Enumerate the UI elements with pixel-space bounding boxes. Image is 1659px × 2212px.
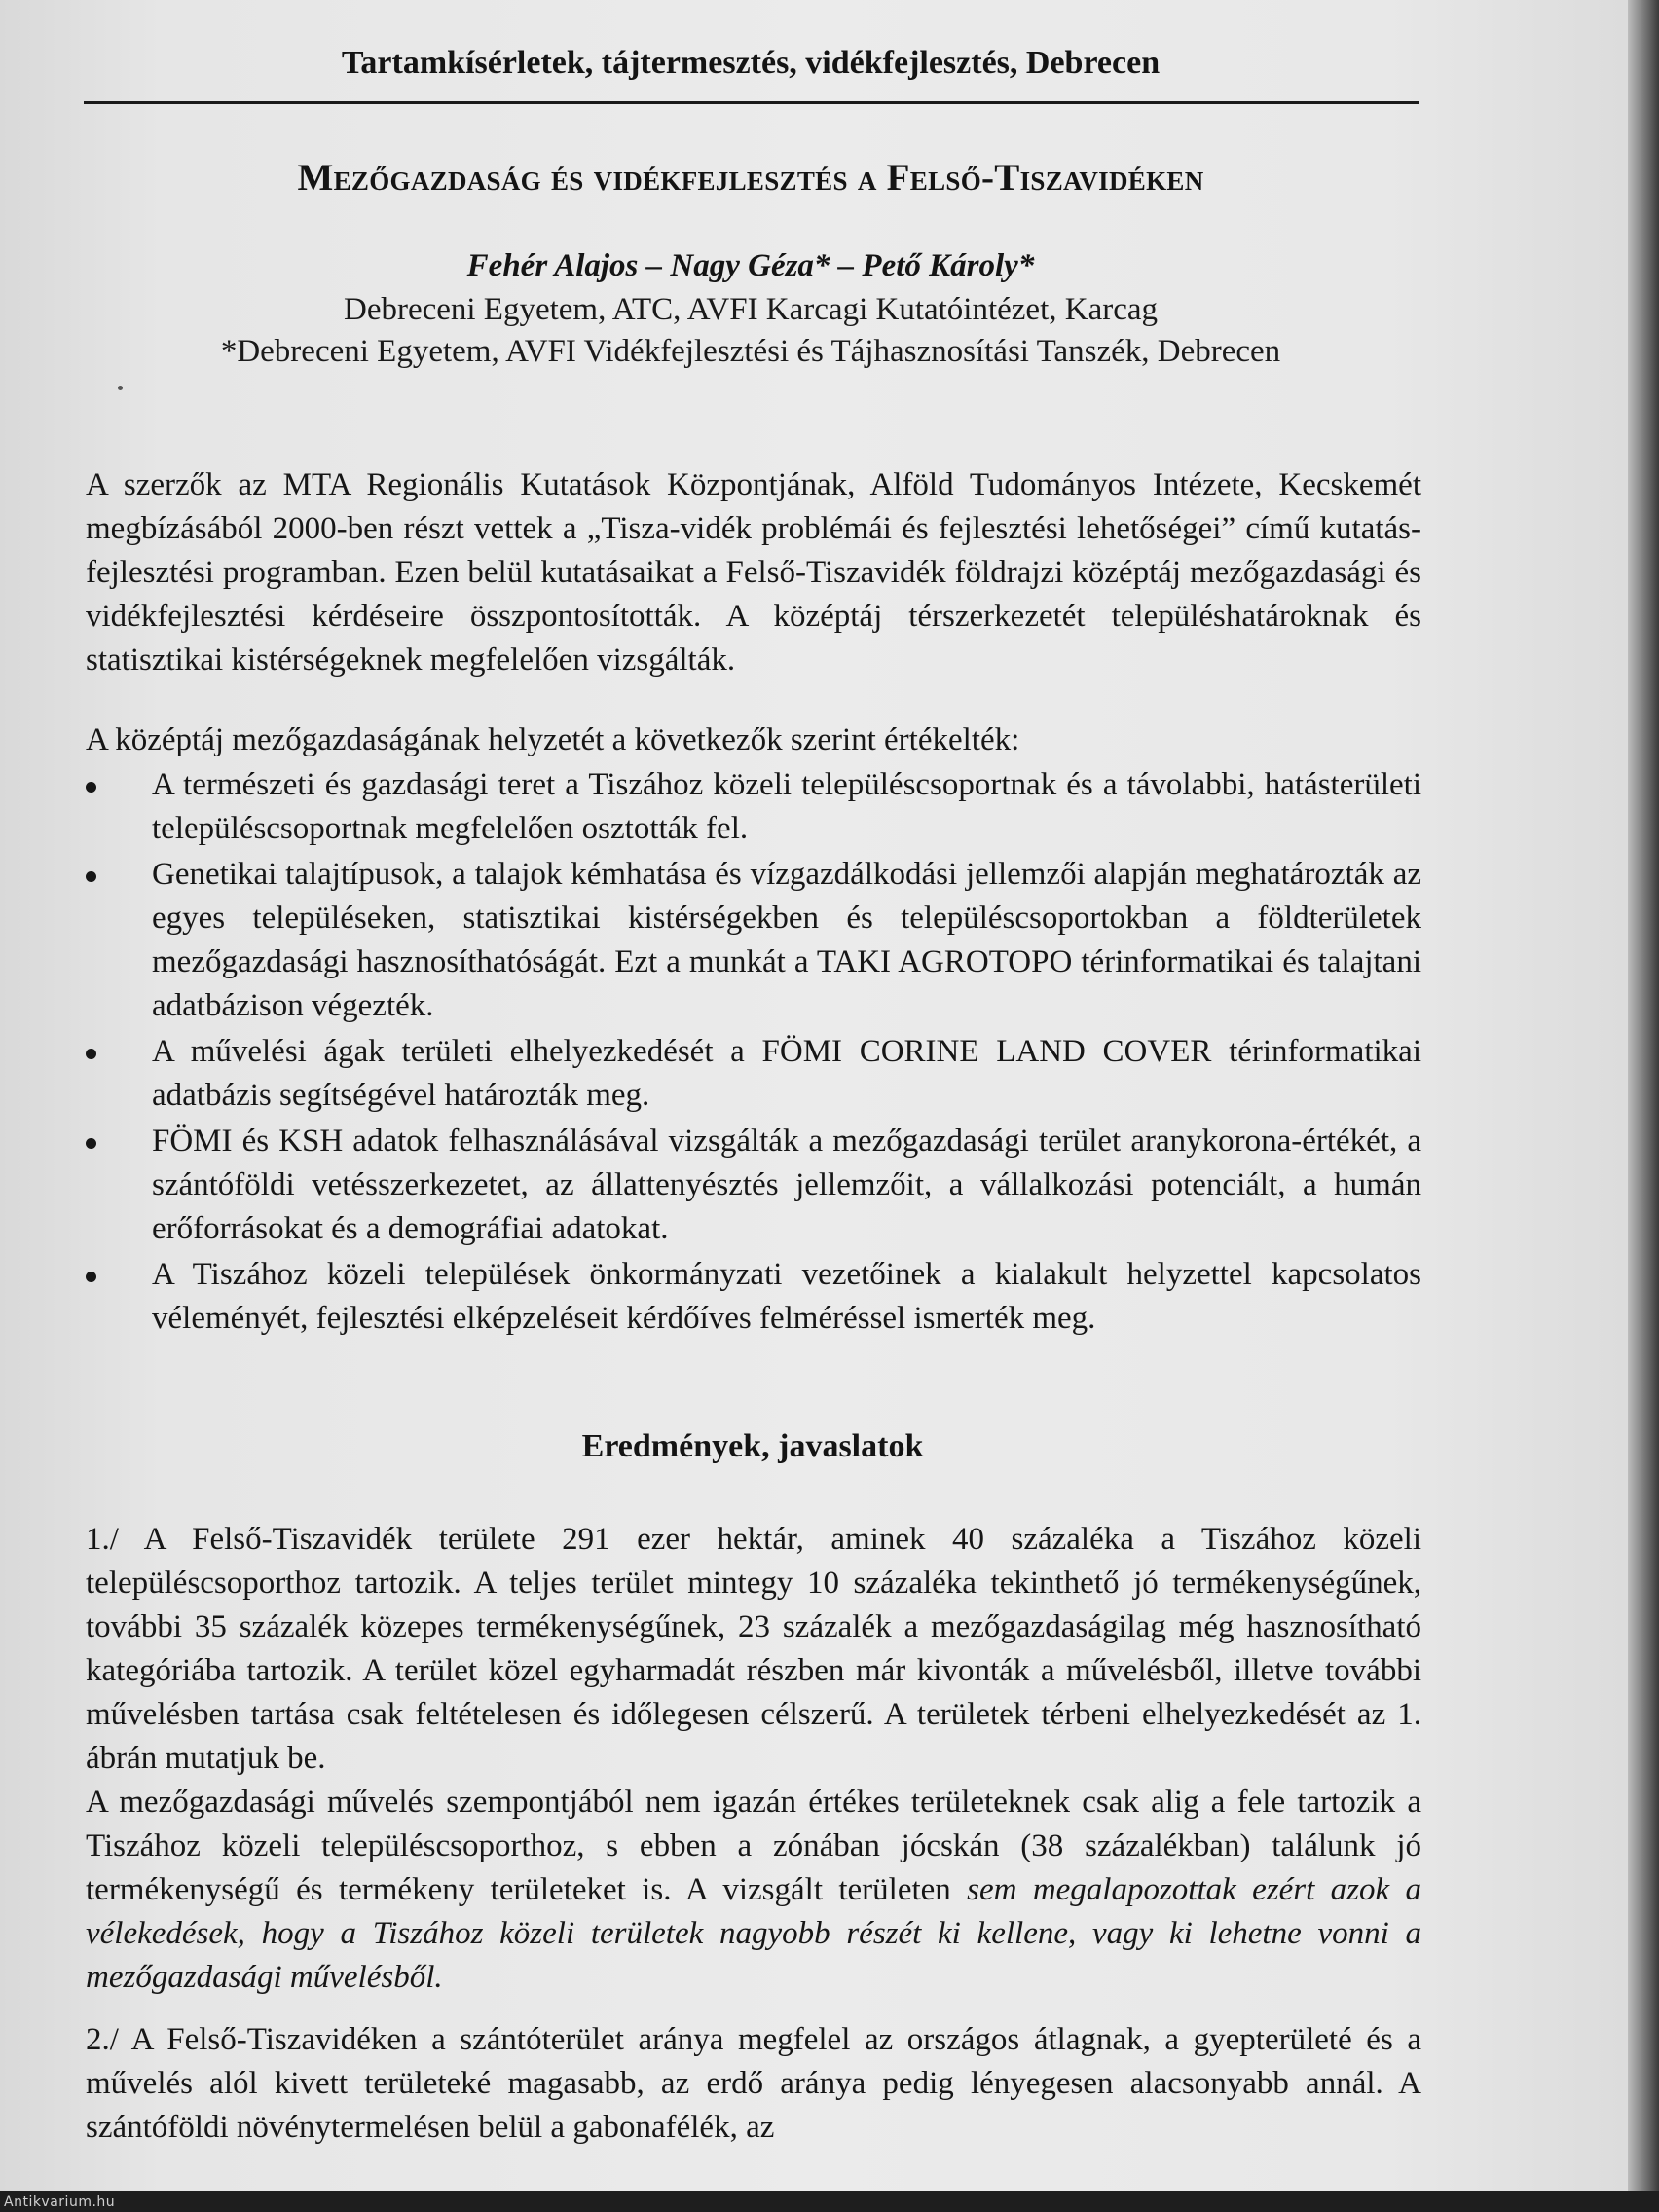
paragraph-1: A szerzők az MTA Regionális Kutatások Központjának, Alföld Tudományos Intézete, Kecskemét megbízásából 2000-ben részt vettek a „Tisza-vidék problémái és fejlesztési lehetőségei” című kutatás-fejlesztési programban. Ezen belül kutatásaikat a Felső-Tiszavidék földrajzi középtáj mezőgazdasági és vidékfejlesztési kérdéseire összpontosították. A középtáj térszerkezetét településhatároknak és statisztikai kistérségeknek megfelelően vizsgálták. <box>86 467 1421 678</box>
intro-line: A középtáj mezőgazdaságának helyzetét a következők szerint értékelték: <box>86 722 1020 757</box>
bullet-icon <box>86 871 96 882</box>
authors: Fehér Alajos – Nagy Géza* – Pető Károly* <box>466 248 1035 283</box>
bullet-icon <box>86 1138 96 1149</box>
page-edge-shadow <box>1628 0 1659 2212</box>
bottom-shadow <box>0 2191 1659 2212</box>
section-heading: Eredmények, javaslatok <box>581 1428 924 1464</box>
paragraph-3-regular: A mezőgazdasági művelés szempontjából nem igazán értékes területeknek csak alig a fele tartozik a Tiszához közeli településcsoporthoz, s ebben a zónában jócskán (38 százalékban) találunk jó termékenységű és termékeny területeket is. A vizsgált területen <box>86 1785 1421 1907</box>
bullet-text: A művelési ágak területi elhelyezkedését a FÖMI CORINE LAND COVER térinformatikai adatbázis segítségével határozták meg. <box>152 1034 1421 1113</box>
affiliation-1: Debreceni Egyetem, ATC, AVFI Karcagi Kutatóintézet, Karcag <box>343 292 1159 327</box>
header-rule <box>84 101 1419 104</box>
bullet-text: FÖMI és KSH adatok felhasználásával vizsgálták a mezőgazdasági terület aranykorona-értékét, a szántóföldi vetésszerkezetet, az állattenyésztés jellemzőit, a vállalkozási potenciált, a humán erőforrásokat és a demográfiai adatokat. <box>152 1124 1421 1246</box>
paragraph-3 <box>86 1781 1421 2000</box>
bullet-icon <box>86 1049 96 1059</box>
bullet-icon <box>86 1272 96 1282</box>
bullet-item <box>86 763 1421 851</box>
bullet-text: A természeti és gazdasági teret a Tiszához közeli településcsoportnak és a távolabbi, hatásterületi településcsoportnak megfelelően osztották fel. <box>152 767 1421 846</box>
bullet-item <box>86 1030 1421 1118</box>
bullet-item <box>86 1120 1421 1251</box>
paper-title: Mezőgazdaság és vidékfejlesztés a Felső-Tiszavidéken <box>297 157 1204 199</box>
paragraph-4: 2./ A Felső-Tiszavidéken a szántóterület aránya megfelel az országos átlagnak, a gyepterületé és a művelés alól kivett területeké magasabb, az erdő aránya pedig lényegesen alacsonyabb annál. A szántóföldi növénytermelésen belül a gabonafélék, az <box>86 2022 1421 2145</box>
running-header: Tartamkísérletek, tájtermesztés, vidékfejlesztés, Debrecen <box>341 45 1161 81</box>
paragraph-2: 1./ A Felső-Tiszavidék területe 291 ezer hektár, aminek 40 százaléka a Tiszához közeli településcsoporthoz tartozik. A teljes terület mintegy 10 százaléka tekinthető jó termékenységűnek, további 35 százalék közepes termékenységűnek, 23 százalék a mezőgazdaságilag még hasznosítható kategóriába tartozik. A terület közel egyharmadát részben már kivonták a művelésből, illetve további művelésben tartása csak feltételesen és időlegesen célszerű. A területek térbeni elhelyezkedését az 1. ábrán mutatjuk be. <box>86 1522 1421 1776</box>
affiliation-2: *Debreceni Egyetem, AVFI Vidékfejlesztési és Tájhasznosítási Tanszék, Debrecen <box>220 334 1281 369</box>
bullet-text: A Tiszához közeli települések önkormányzati vezetőinek a kialakult helyzettel kapcsolatos véleményét, fejlesztési elképzeléseit kérdőíves felméréssel ismerték meg. <box>152 1257 1421 1336</box>
paragraph-3-italic: sem megalapozottak ezért azok a vélekedések, hogy a Tiszához közeli területek nagyobb részét ki kellene, vagy ki lehetne vonni a mezőgazdasági művelésből. <box>86 1872 1421 1995</box>
bullet-text: Genetikai talajtípusok, a talajok kémhatása és vízgazdálkodási jellemzői alapján meghatározták az egyes településeken, statisztikai kistérségekben és településcsoportokban a földterületek mezőgazdasági hasznosíthatóságát. Ezt a munkát a TAKI AGROTOPO térinformatikai és talajtani adatbázison végezték. <box>152 857 1421 1023</box>
stray-mark <box>118 386 123 390</box>
bullet-icon <box>86 782 96 793</box>
bullet-item <box>86 853 1421 1028</box>
bullet-item <box>86 1253 1421 1341</box>
bullet-list <box>86 763 1421 1343</box>
watermark: Antikvarium.hu <box>4 2194 116 2210</box>
